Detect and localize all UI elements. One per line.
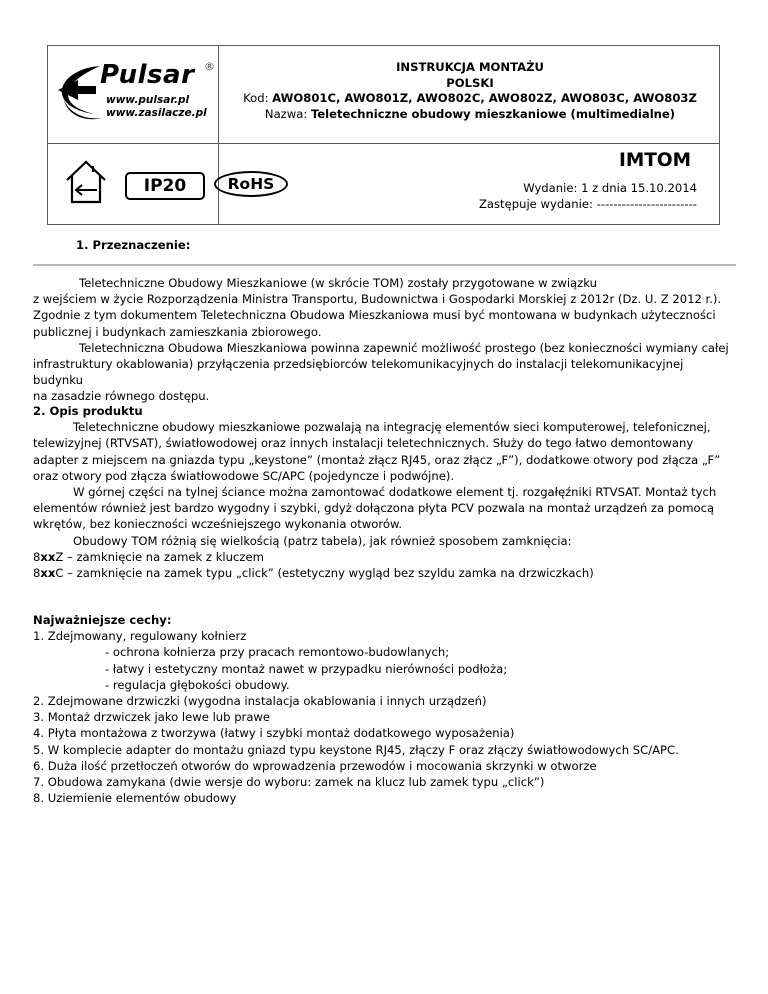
- section2-line: W górnej części na tylnej ściance można zamontować dodatkowe element tj. rozgałęźniki RTVSAT. Montaż tych: [73, 485, 717, 500]
- document-header: [47, 45, 720, 225]
- feature-item: 7. Obudowa zamykana (dwie wersje do wyboru: zamek na klucz lub zamek typu „click”): [33, 775, 545, 790]
- section1-p2-line3: na zasadzie równego dostępu.: [33, 389, 210, 404]
- feature-item: 4. Płyta montażowa z tworzywa (łatwy i szybki montaż dodatkowego wyposażenia): [33, 726, 515, 741]
- name-line: [219, 107, 721, 123]
- variant-c-prefix: 8: [33, 566, 41, 581]
- variant-c-line: [33, 565, 743, 581]
- logo-url-zasilacze: www.zasilacze.pl: [106, 107, 207, 119]
- name-label: Nazwa:: [264, 106, 308, 121]
- feature-item: 8. Uziemienie elementów obudowy: [33, 791, 237, 806]
- variant-z-bold: xx: [40, 549, 56, 564]
- replaces-line: Zastępuje wydanie: ------------------------: [478, 197, 697, 211]
- features-heading: Najważniejsze cechy:: [33, 613, 172, 627]
- registered-mark: ®: [204, 60, 215, 73]
- feature-item: 1. Zdejmowany, regulowany kołnierz: [33, 629, 247, 644]
- section2-line: Teletechniczne obudowy mieszkaniowe pozwalają na integrację elementów sieci komputerowej, telefonicznej,: [73, 420, 711, 435]
- doc-language: POLSKI: [446, 75, 494, 90]
- name-value: Teletechniczne obudowy mieszkaniowe (multimedialne): [310, 106, 676, 121]
- section1-p1-line4: publicznej i budynkach zamieszkania zbiorowego.: [33, 324, 322, 339]
- feature-subitem: - ochrona kołnierza przy pracach remontowo-budowlanych;: [105, 645, 450, 660]
- section2-line: oraz otwory pod złącza światłowodowe SC/APC (pojedyncze i podwójne).: [33, 468, 455, 483]
- section1-p2-line2: infrastruktury okablowania) przyłączenia przedsiębiorców telekomunikacyjnych do instalacji telekomunikacyjnej budynku: [33, 357, 684, 388]
- section2-line: elementów również jest bardzo wygodny i szybki, gdyż dołączona płyta PCV pozwala na montaż urządzeń za pomocą: [33, 501, 715, 516]
- code-label: Kod:: [243, 91, 269, 105]
- code-value: AWO801C, AWO801Z, AWO802C, AWO802Z, AWO803C, AWO803Z: [272, 91, 697, 105]
- variant-c-rest: C – zamknięcie na zamek typu „click” (estetyczny wygląd bez szyldu zamka na drzwiczkach): [55, 566, 594, 581]
- section-rule: [33, 264, 736, 266]
- section1-heading: 1. Przeznaczenie:: [76, 238, 191, 252]
- features-list: [33, 612, 743, 806]
- variant-c-bold: xx: [40, 566, 56, 581]
- feature-subitem: - łatwy i estetyczny montaż nawet w przypadku nierówności podłoża;: [105, 661, 508, 676]
- variant-z-prefix: 8: [33, 549, 41, 564]
- feature-subitem: - regulacja głębokości obudowy.: [105, 677, 290, 692]
- section2-heading: 2. Opis produktu: [33, 404, 143, 418]
- section1-p1-line3: Zgodnie z tym dokumentem Teletechniczna Obudowa Mieszkaniowa musi być montowana w budynkach użyteczności: [33, 308, 716, 323]
- feature-item: 2. Zdejmowane drzwiczki (wygodna instalacja okablowania i innych urządzeń): [33, 694, 487, 709]
- variant-z-rest: Z – zamknięcie na zamek z kluczem: [55, 549, 264, 564]
- section2-line: wkrętów, bez konieczności wcześniejszego wykonania otworów.: [33, 517, 403, 532]
- section2-body: [33, 403, 743, 581]
- edition-info: [479, 180, 697, 212]
- section2-line: adapter z miejscem na gniazda typu „keystone” (montaż złącz RJ45, oraz złącz „F”), dodatkowe otwory pod złącza „F”: [33, 452, 721, 467]
- doc-code: IMTOM: [618, 150, 691, 171]
- logo-brand: Pulsar: [100, 60, 195, 90]
- feature-item: 3. Montaż drzwiczek jako lewe lub prawe: [33, 710, 271, 725]
- section2-line: Obudowy TOM różnią się wielkością (patrz tabela), jak również sposobem zamknięcia:: [73, 533, 572, 548]
- rohs-badge: RoHS: [214, 171, 288, 197]
- section1-p2-line1: Teletechniczna Obudowa Mieszkaniowa powinna zapewnić możliwość prostego (bez konieczności wymiany całej: [79, 340, 729, 355]
- title-block: [219, 60, 721, 122]
- pulsar-logo: [56, 60, 214, 130]
- header-divider-horizontal: [48, 143, 719, 144]
- feature-item: 5. W komplecie adapter do montażu gniazd typu keystone RJ45, złączy F oraz złączy światłowodowych SC/APC.: [33, 742, 679, 757]
- variant-z-line: [33, 549, 743, 565]
- indoor-house-icon: [63, 158, 109, 206]
- ip20-badge: IP20: [125, 172, 205, 200]
- feature-item: 6. Duża ilość przetłoczeń otworów do wprowadzenia przewodów i mocowania skrzynki w otworze: [33, 758, 597, 773]
- code-line: [219, 91, 721, 107]
- doc-title: INSTRUKCJA MONTAŻU: [396, 60, 544, 74]
- section1-p1-line1: Teletechniczne Obudowy Mieszkaniowe (w skrócie TOM) zostały przygotowane w związku: [79, 276, 597, 290]
- edition-line: Wydanie: 1 z dnia 15.10.2014: [523, 181, 697, 195]
- section2-line: telewizyjnej (RTVSAT), światłowodowej oraz innych instalacji teletechnicznych. Służy do tego łatwo demontowany: [33, 436, 694, 451]
- logo-url-pulsar: www.pulsar.pl: [106, 94, 190, 106]
- section1-p1-line2: z wejściem w życie Rozporządzenia Ministra Transportu, Budownictwa i Gospodarki Morskiej z 2012r (Dz. U. Z 2012 r.).: [33, 292, 722, 307]
- section1-body: [33, 275, 736, 405]
